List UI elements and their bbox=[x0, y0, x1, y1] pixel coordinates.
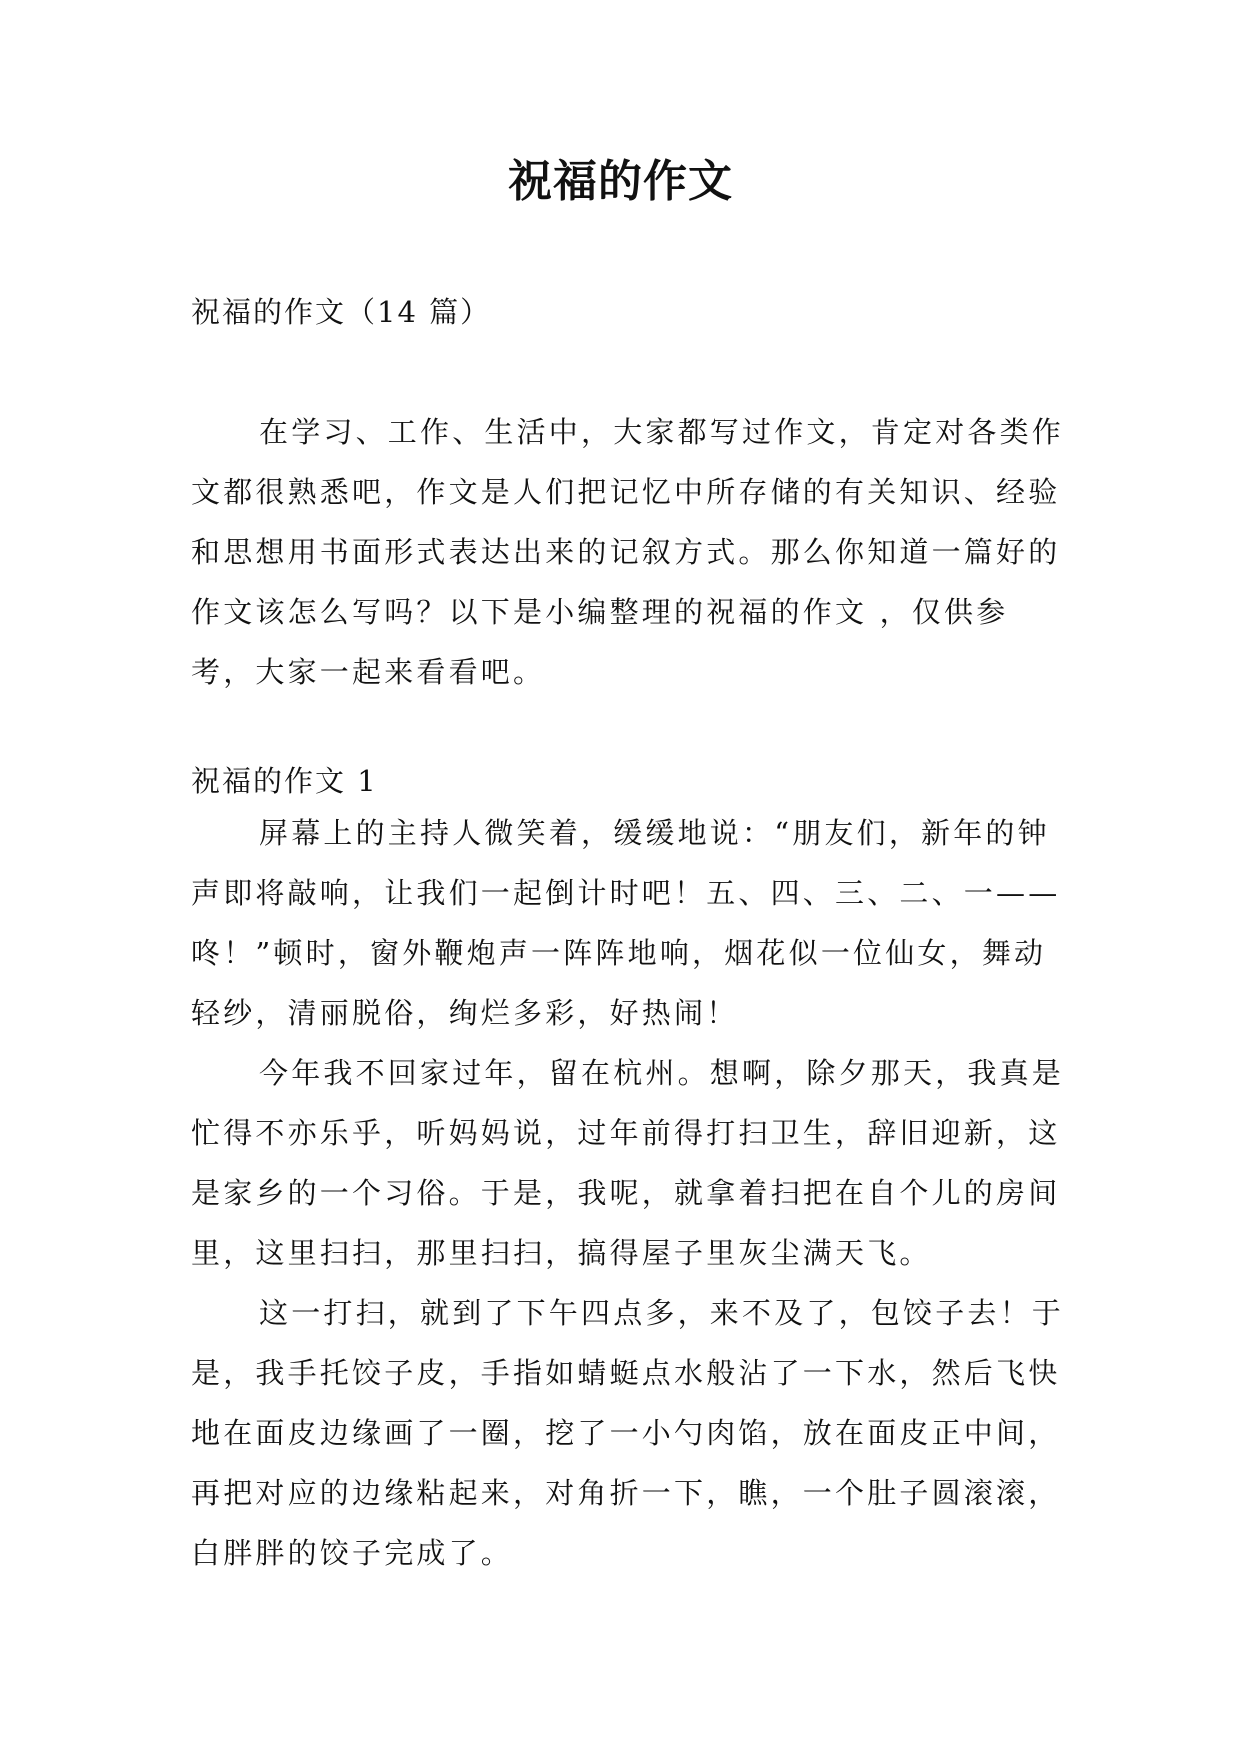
document-subtitle: 祝福的作文（14 篇） bbox=[191, 295, 492, 329]
intro-block bbox=[191, 402, 1071, 702]
intro-paragraph: 在学习、工作、生活中，大家都写过作文，肯定对各类作文都很熟悉吧，作文是人们把记忆中所存储的有关知识、经验和思想用书面形式表达出来的记叙方式。那么你知道一篇好的作文该怎么写吗？以下是小编整理的祝福的作文 ，仅供参考，大家一起来看看吧。 bbox=[191, 415, 1065, 689]
essay-paragraph-1: 屏幕上的主持人微笑着，缓缓地说：“朋友们，新年的钟声即将敲响，让我们一起倒计时吧！五、四、三、二、一——咚！”顿时，窗外鞭炮声一阵阵地响，烟花似一位仙女，舞动轻纱，清丽脱俗，绚烂多彩，好热闹！ bbox=[191, 816, 1061, 1030]
essay-paragraph-2: 今年我不回家过年，留在杭州。想啊，除夕那天，我真是忙得不亦乐乎，听妈妈说，过年前得打扫卫生，辞旧迎新，这是家乡的一个习俗。于是，我呢，就拿着扫把在自个儿的房间里，这里扫扫，那里扫扫，搞得屋子里灰尘满天飞。 bbox=[191, 1056, 1065, 1270]
essay-body bbox=[191, 803, 1071, 1583]
document-title: 祝福的作文 bbox=[508, 156, 733, 207]
essay-paragraph-3: 这一打扫，就到了下午四点多，来不及了，包饺子去！于是，我手托饺子皮，手指如蜻蜓点水般沾了一下水，然后飞快地在面皮边缘画了一圈，挖了一小勺肉馅，放在面皮正中间，再把对应的边缘粘起来，对角折一下，瞧，一个肚子圆滚滚，白胖胖的饺子完成了。 bbox=[191, 1296, 1065, 1570]
section-heading: 祝福的作文 1 bbox=[191, 764, 378, 798]
